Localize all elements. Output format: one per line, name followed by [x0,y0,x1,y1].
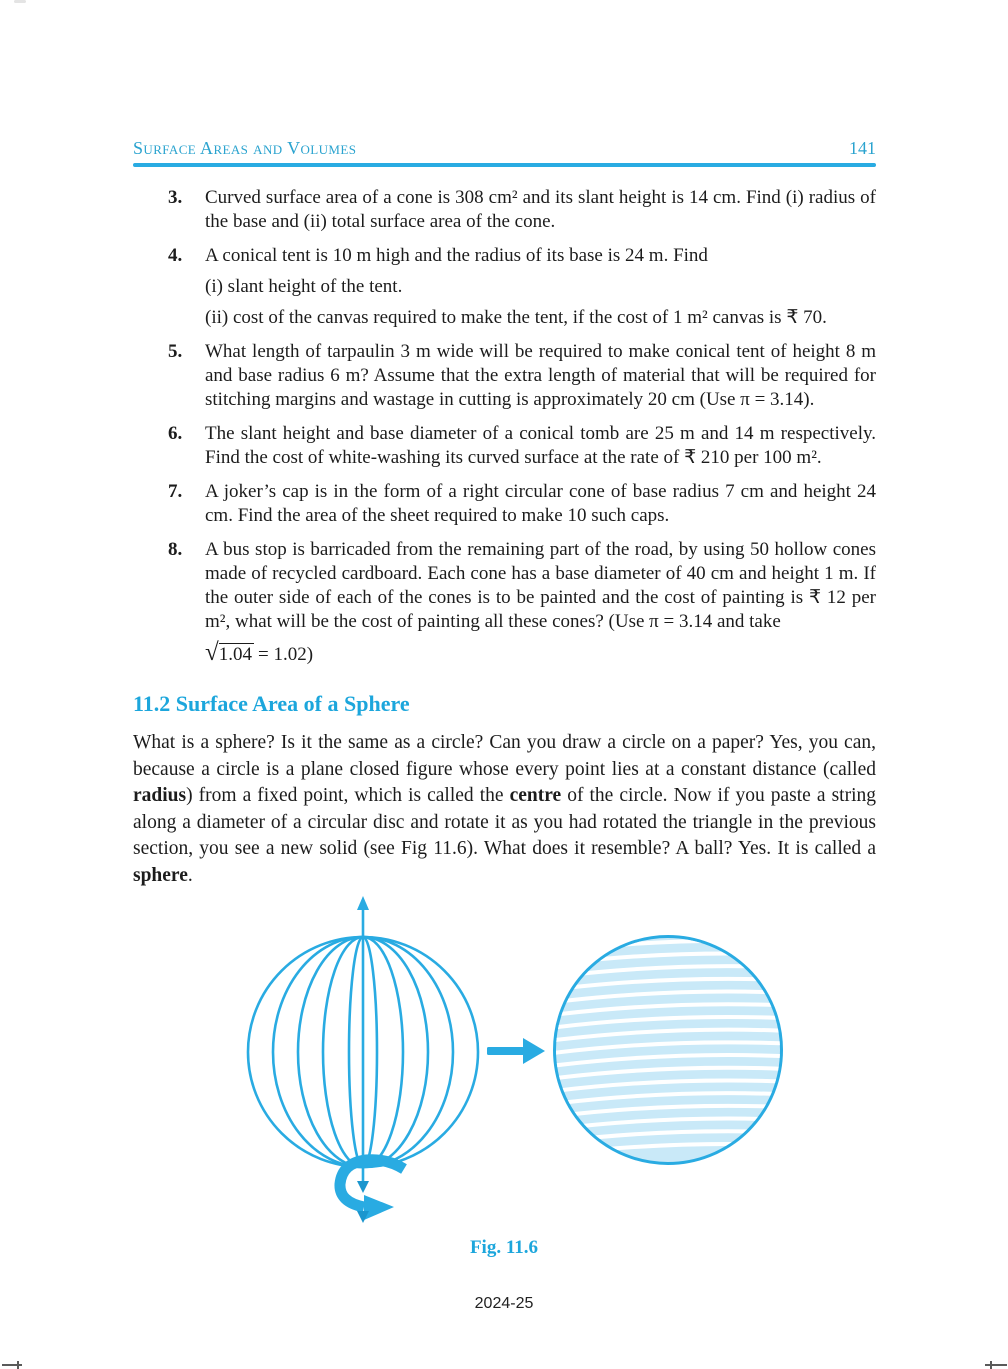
latitude-stripe [548,1068,788,1079]
crop-mark-bottom-left [2,1364,22,1366]
item-paragraph: A conical tent is 10 m high and the radius of its base is 24 m. Find [205,245,708,266]
item-body [205,422,876,470]
item-paragraph: The slant height and base diameter of a conical tomb are 25 m and 14 m respectively. Find the cost of white-washing its curved surface at the rate of ₹ 210 per 100 m². [205,423,876,468]
running-title: Surface Areas and Volumes [133,138,357,158]
figure-caption: Fig. 11.6 [469,1237,539,1258]
axis-arrow-down-icon [357,1181,369,1193]
item-number: 8. [168,539,183,560]
rotation-arrowhead-icon [364,1195,394,1220]
item-paragraph: Curved surface area of a cone is 308 cm² and its slant height is 14 cm. Find (i) radius of the base and (ii) total surface area of the cone. [205,187,876,232]
latitude-stripe [548,966,788,977]
transform-arrow-icon [487,1038,545,1064]
latitude-stripe [548,1144,788,1155]
item-paragraph: What length of tarpaulin 3 m wide will be required to make conical tent of height 8 m and base radius 6 m? Assume that the extra length of material that will be required for stitching margins and wastage in cutting is approximately 20 cm (Use π = 3.14). [205,341,876,410]
latitude-stripe [548,1131,788,1142]
section-paragraph [133,730,876,890]
latitude-stripe [548,1030,788,1041]
page-number: 141 [849,138,876,158]
rotation-arrow-icon [340,1160,404,1207]
latitude-stripe [548,992,788,1003]
axis-tip-icon [357,1211,369,1223]
exercise-item [133,422,876,470]
page-footer: 2024-25 [474,1295,534,1312]
latitude-stripe [548,979,788,990]
item-paragraph: A joker’s cap is in the form of a right circular cone of base radius 7 cm and height 24 cm. Find the area of the sheet required to make 10 such caps. [205,481,876,526]
exercise-item [133,340,876,412]
latitude-stripe [548,1055,788,1066]
striped-sphere-figure [543,928,793,1178]
radicand: 1.04 [218,644,252,665]
header-rule [133,163,876,167]
sphere-meridians-figure [208,893,518,1238]
item-body [205,244,876,330]
latitude-stripe [548,1017,788,1028]
item-paragraph: (i) slant height of the tent. [205,276,403,297]
exercise-list [133,186,876,677]
latitude-stripe [548,1119,788,1130]
latitude-stripe [548,1004,788,1015]
item-number: 5. [168,341,183,362]
item-paragraph: A bus stop is barricaded from the remaining part of the road, by using 50 hollow cones made of recycled cardboard. Each cone has a base diameter of 40 cm and height 1 m. If the outer side of each of the cones is to be painted and the cost of painting is ₹ 12 per m², what will be the cost of painting all these cones? (Use π = 3.14 and take [205,539,876,632]
exercise-item [133,244,876,330]
item-number: 3. [168,187,183,208]
item-body [205,186,876,234]
formula-result: = 1.02) [257,644,314,665]
item-number: 6. [168,423,183,444]
item-paragraph: (ii) cost of the canvas required to make the tent, if the cost of 1 m² canvas is ₹ 70. [205,307,827,328]
item-body [205,538,876,667]
exercise-item [133,480,876,528]
crop-mark-top-left [14,0,26,3]
bold-term: sphere [133,864,188,886]
latitude-stripe [548,1080,788,1091]
item-body [205,480,876,528]
paragraph-text: . [187,864,193,886]
exercise-item [133,538,876,667]
paragraph-text: ) from a fixed point, which is called the [186,785,510,807]
radical-sign: √ [205,639,219,666]
exercise-item [133,186,876,234]
section-heading: 11.2 Surface Area of a Sphere [133,691,410,716]
latitude-stripe [548,953,788,964]
latitude-stripe [548,1093,788,1104]
latitude-stripe [548,941,788,952]
bold-term: centre [509,785,562,807]
item-number: 7. [168,481,183,502]
paragraph-text: of the circle. Now if you paste a string along a diameter of a circular disc and rotate it as you had rotated the triangle in the previous section, you see a new solid (see Fig 11.6). What does it resemble? A ball? Yes. It is called a [133,785,876,860]
latitude-stripe [548,1042,788,1053]
page-header [133,138,876,159]
axis-arrow-up-icon [357,896,369,910]
bold-term: radius [133,785,187,807]
item-body [205,340,876,412]
square-root-formula [205,641,876,667]
latitude-stripe [548,1106,788,1117]
crop-mark-bottom-right [985,1364,1007,1366]
paragraph-text: What is a sphere? Is it the same as a circle? Can you draw a circle on a paper? Yes, you can, because a circle is a plane closed figure whose every point lies at a constant distance (called [133,732,876,780]
item-number: 4. [168,245,183,266]
